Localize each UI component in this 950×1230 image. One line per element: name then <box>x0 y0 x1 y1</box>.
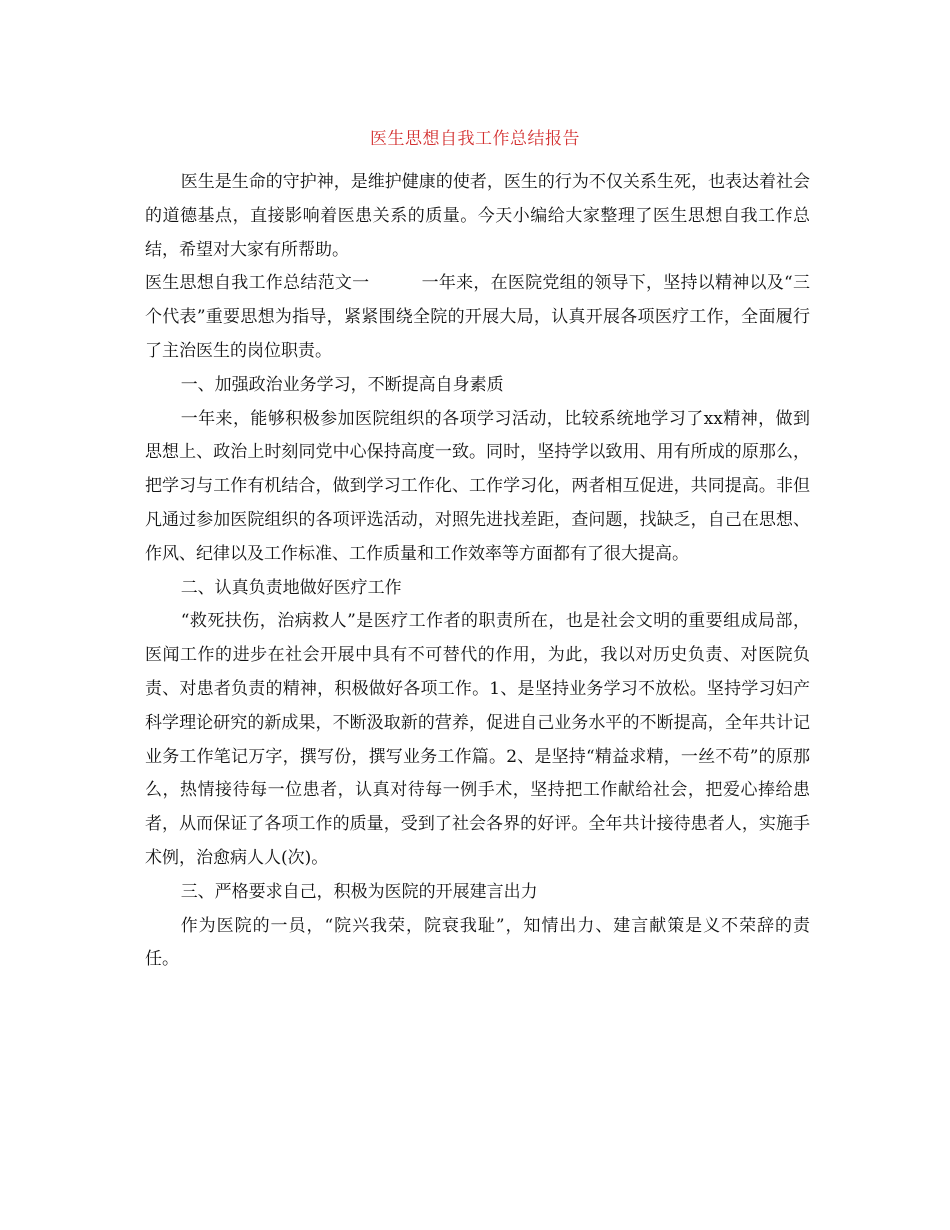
section-heading-3: 三、严格要求自己，积极为医院的开展建言出力 <box>180 881 538 902</box>
section-2-paragraph: “救死扶伤，治病救人”是医疗工作者的职责所在，也是社会文明的重要组成局部，医闻工作的进步在社会开展中具有不可替代的作用，为此，我以对历史负责、对医院负责、对患者负责的精神，积极做好各项工作。1、是坚持业务学习不放松。坚持学习妇产科学理论研究的新成果，不断汲取新的营养，促进自己业务水平的不断提高，全年共计记业务工作笔记万字，撰写份，撰写业务工作篇。2、是坚持“精益求精，一丝不苟”的原那么，热情接待每一位患者，认真对待每一例手术，坚持把工作献给社会，把爱心捧给患者，从而保证了各项工作的质量，受到了社会各界的好评。全年共计接待患者人，实施手术例，治愈病人人(次)。 <box>145 611 810 868</box>
sample-opening-text: 一年来，在医院党组的领导下，坚持以精神以及“三个代表”重要思想为指导，紧紧围绕全院的开展大局，认真开展各项医疗工作，全面履行了主治医生的岗位职责。 <box>145 273 810 361</box>
section-heading-1: 一、加强政治业务学习，不断提高自身素质 <box>180 374 504 395</box>
section-3-paragraph: 作为医院的一员，“院兴我荣，院衰我耻”，知情出力、建言献策是义不荣辞的责任。 <box>145 915 810 970</box>
section-heading-2: 二、认真负责地做好医疗工作 <box>180 577 402 598</box>
sample-heading: 医生思想自我工作总结范文一 <box>145 273 370 294</box>
document-title: 医生思想自我工作总结报告 <box>370 129 580 149</box>
document-body <box>145 166 810 977</box>
sample-paragraph <box>145 267 810 368</box>
section-1-paragraph: 一年来，能够积极参加医院组织的各项学习活动，比较系统地学习了xx精神，做到思想上、政治上时刻同党中心保持高度一致。同时，坚持学以致用、用有所成的原那么，把学习与工作有机结合，做到学习工作化、工作学习化，两者相互促进，共同提高。非但凡通过参加医院组织的各项评选活动，对照先进找差距，查问题，找缺乏，自己在思想、作风、纪律以及工作标准、工作质量和工作效率等方面都有了很大提高。 <box>145 408 810 564</box>
intro-paragraph: 医生是生命的守护神，是维护健康的使者，医生的行为不仅关系生死，也表达着社会的道德基点，直接影响着医患关系的质量。今天小编给大家整理了医生思想自我工作总结，希望对大家有所帮助。 <box>145 172 810 260</box>
